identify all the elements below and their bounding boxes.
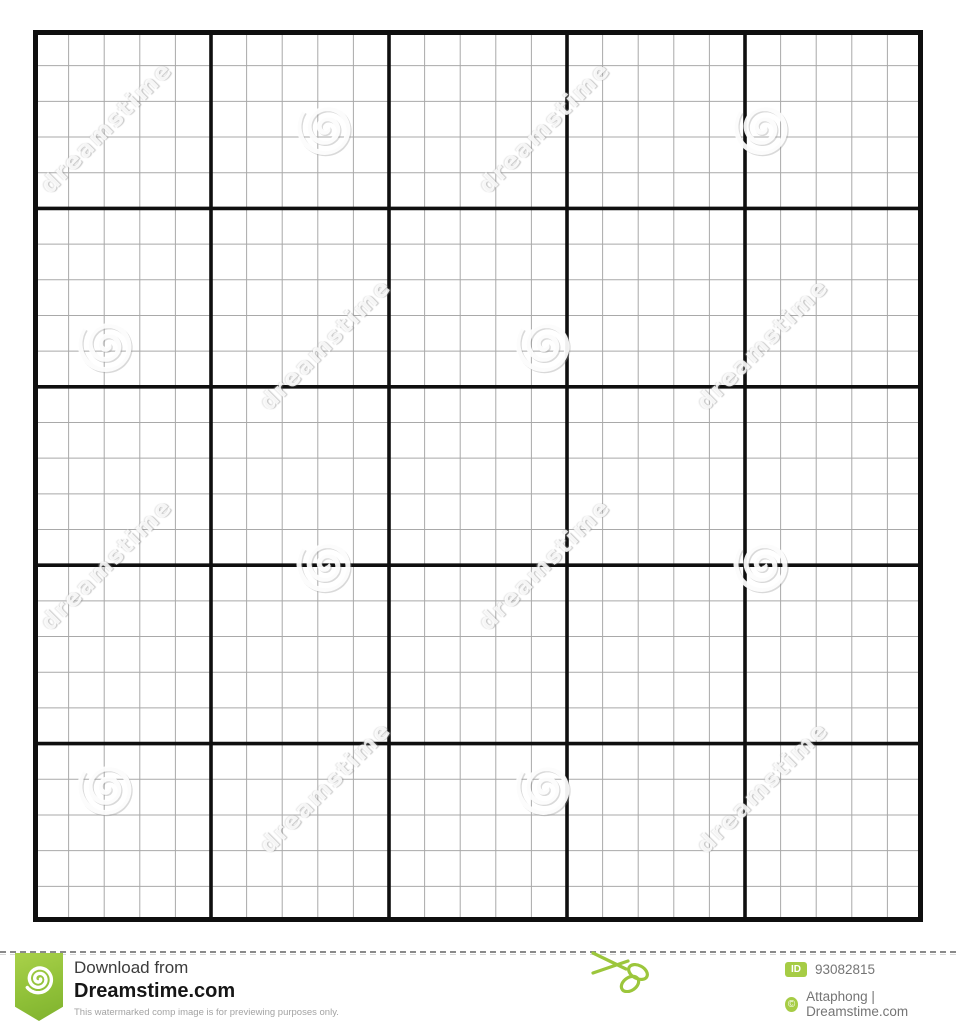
watermark-text: dreamstime: [473, 56, 617, 200]
watermark-text: dreamstime: [691, 716, 835, 860]
scissors-icon: [590, 945, 656, 993]
cut-line-shadow: [0, 954, 958, 955]
watermark-text: dreamstime: [691, 273, 835, 417]
watermark-text: dreamstime: [254, 716, 398, 860]
image-id-row: [785, 962, 875, 977]
credit-text: Attaphong | Dreamstime.com: [806, 989, 909, 1019]
image-id-value: 93082815: [815, 962, 876, 977]
download-from-label: Download from: [74, 958, 189, 977]
watermark-text: dreamstime: [473, 493, 617, 637]
dreamstime-site-label: Dreamstime.com: [74, 980, 236, 1002]
credit-row: [785, 989, 958, 1019]
id-badge: ID: [785, 962, 807, 977]
cut-line: [0, 951, 958, 953]
dreamstime-badge: [15, 953, 63, 1021]
watermark-text: dreamstime: [254, 273, 398, 417]
disclaimer-text: This watermarked comp image is for previewing purposes only.: [74, 1007, 339, 1018]
watermark-text: dreamstime: [35, 493, 179, 637]
watermark-text: dreamstime: [35, 56, 179, 200]
download-block: [74, 957, 339, 1018]
grid-svg: [33, 30, 923, 922]
dreamstime-spiral-icon: [21, 961, 57, 997]
copyright-icon: ©: [785, 997, 798, 1012]
graph-paper: [33, 30, 923, 922]
